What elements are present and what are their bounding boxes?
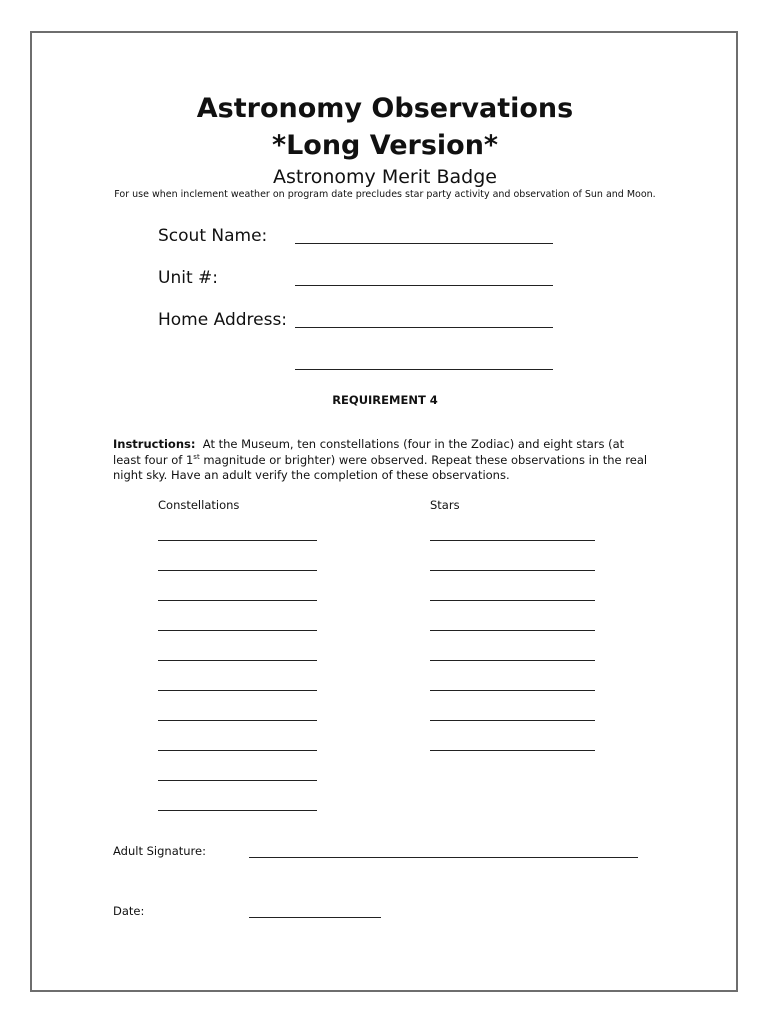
instructions-label: Instructions: (113, 437, 196, 451)
constellation-field-4[interactable] (158, 630, 317, 631)
title-line-2: *Long Version* (271, 130, 499, 161)
stars-heading: Stars (430, 498, 460, 512)
date-field[interactable] (249, 917, 381, 918)
constellation-field-2[interactable] (158, 570, 317, 571)
star-field-5[interactable] (430, 660, 595, 661)
constellation-field-9[interactable] (158, 780, 317, 781)
unit-field[interactable] (295, 285, 553, 286)
home-address-label: Home Address: (158, 310, 288, 330)
unit-label: Unit #: (158, 268, 218, 288)
constellation-field-3[interactable] (158, 600, 317, 601)
scout-name-field[interactable] (295, 243, 553, 244)
star-field-1[interactable] (430, 540, 595, 541)
usage-note: For use when inclement weather on program date precludes star party activity and observation of Sun and Moon. (114, 189, 656, 200)
home-address-field-2[interactable] (295, 369, 553, 370)
adult-signature-field[interactable] (249, 857, 638, 858)
date-label: Date: (113, 904, 145, 918)
constellations-heading: Constellations (158, 498, 240, 512)
subtitle: Astronomy Merit Badge (273, 166, 497, 188)
constellation-field-6[interactable] (158, 690, 317, 691)
star-field-6[interactable] (430, 690, 595, 691)
star-field-2[interactable] (430, 570, 595, 571)
requirement-heading: REQUIREMENT 4 (332, 393, 438, 407)
star-field-7[interactable] (430, 720, 595, 721)
star-field-8[interactable] (430, 750, 595, 751)
home-address-field-1[interactable] (295, 327, 553, 328)
constellation-field-8[interactable] (158, 750, 317, 751)
constellation-field-5[interactable] (158, 660, 317, 661)
star-field-3[interactable] (430, 600, 595, 601)
star-field-4[interactable] (430, 630, 595, 631)
instructions-text-2: magnitude or brighter) were observed. Repeat these observations in the real night sky. Have an adult verify the completion of these observations. (113, 452, 648, 482)
title-line-1: Astronomy Observations (196, 93, 574, 124)
instructions-text-1: At the Museum, ten constellations (four in the Zodiac) and eight stars (at least four of 1 (113, 437, 625, 467)
adult-signature-label: Adult Signature: (113, 844, 206, 858)
constellation-field-10[interactable] (158, 810, 317, 811)
constellation-field-1[interactable] (158, 540, 317, 541)
constellation-field-7[interactable] (158, 720, 317, 721)
instructions-superscript: st (193, 452, 200, 461)
scout-name-label: Scout Name: (158, 226, 268, 246)
instructions (113, 437, 653, 484)
